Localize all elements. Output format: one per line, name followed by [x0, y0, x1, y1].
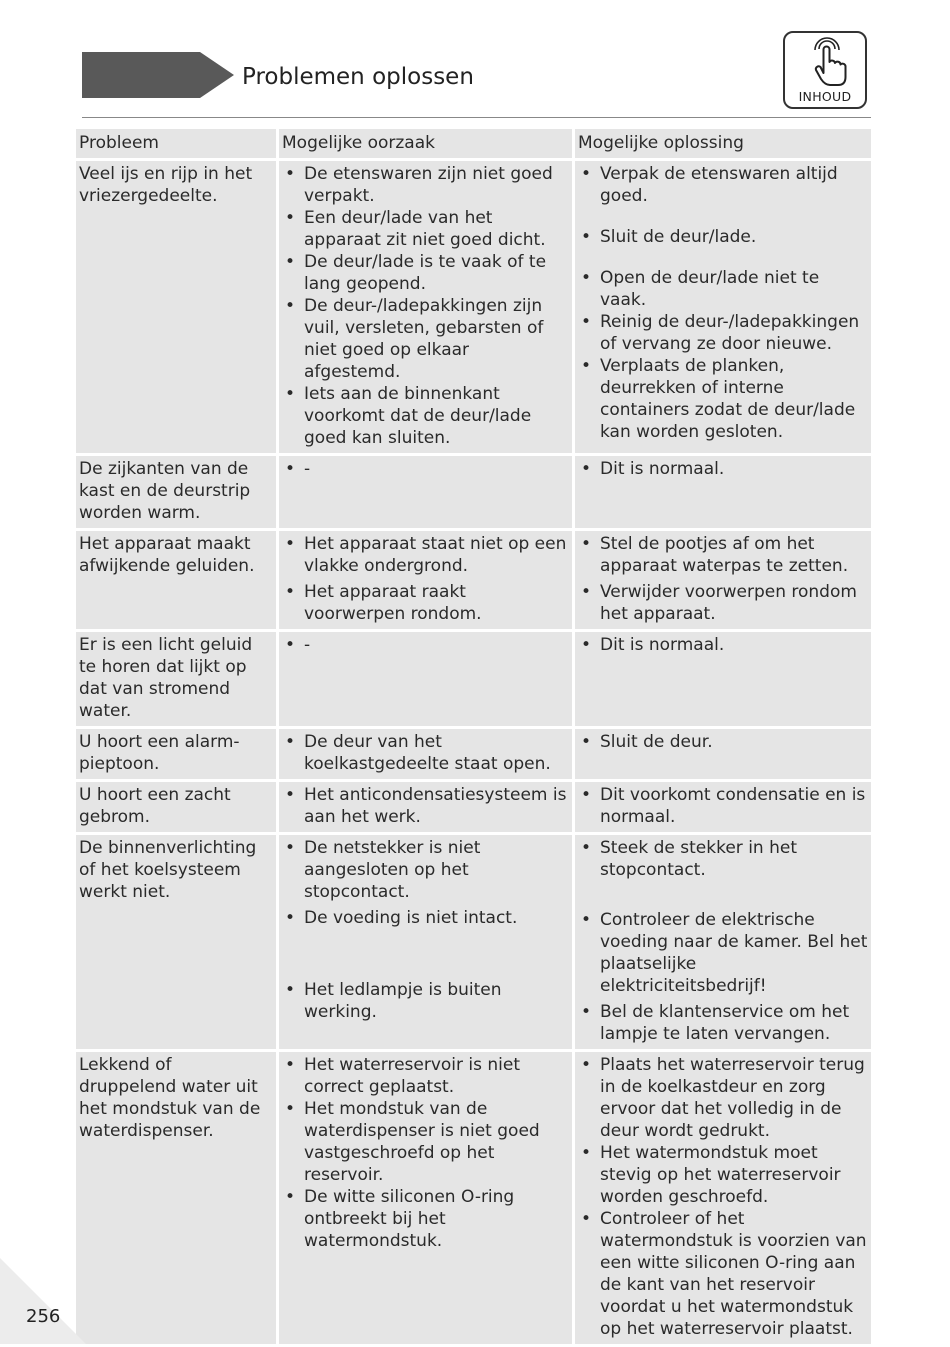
solution-cell — [575, 729, 871, 779]
table-row — [76, 729, 871, 779]
cause-item: • De deur-/ladepakkingen zijn vuil, versleten, gebarsten of niet goed op elkaar afgestemd. — [282, 295, 569, 383]
solution-item: • Open de deur/lade niet te vaak. — [578, 267, 868, 311]
table-header-row — [76, 129, 871, 158]
contents-button[interactable] — [783, 31, 867, 109]
solution-item: • Dit voorkomt condensatie en is normaal. — [578, 784, 868, 828]
solution-item: • Sluit de deur/lade. — [578, 226, 868, 248]
problem-cell: Het apparaat maakt afwijkende geluiden. — [76, 531, 276, 629]
column-header-cause: Mogelijke oorzaak — [279, 129, 572, 158]
cause-item: • De voeding is niet intact. — [282, 907, 569, 929]
touch-hand-icon — [807, 37, 847, 87]
problem-cell: De zijkanten van de kast en de deurstrip worden warm. — [76, 456, 276, 528]
cause-cell — [279, 835, 572, 1049]
cause-item: • Het mondstuk van de waterdispenser is niet goed vastgeschroefd op het reservoir. — [282, 1098, 569, 1186]
cause-cell — [279, 632, 572, 726]
solution-item: • Controleer de elektrische voeding naar de kamer. Bel het plaatselijke elektriciteitsbedrijf! — [578, 909, 868, 997]
troubleshooting-table — [76, 129, 871, 1347]
cause-item: • Het apparaat raakt voorwerpen rondom. — [282, 581, 569, 625]
solution-item: • Verwijder voorwerpen rondom het apparaat. — [578, 581, 868, 625]
contents-button-label: INHOUD — [798, 89, 852, 104]
solution-cell — [575, 835, 871, 1049]
solution-cell — [575, 782, 871, 832]
problem-cell: U hoort een zacht gebrom. — [76, 782, 276, 832]
cause-item: • Iets aan de binnenkant voorkomt dat de deur/lade goed kan sluiten. — [282, 383, 569, 449]
page-number: 256 — [26, 1306, 61, 1327]
cause-item: • De witte siliconen O-ring ontbreekt bij het watermondstuk. — [282, 1186, 569, 1252]
problem-cell: Veel ijs en rijp in het vriezergedeelte. — [76, 161, 276, 453]
cause-item: • Een deur/lade van het apparaat zit niet goed dicht. — [282, 207, 569, 251]
column-header-solution: Mogelijke oplossing — [575, 129, 871, 158]
cause-item: • Het apparaat staat niet op een vlakke ondergrond. — [282, 533, 569, 577]
cause-cell — [279, 782, 572, 832]
solution-item: • Plaats het waterreservoir terug in de koelkastdeur en zorg ervoor dat het volledig in de deur wordt gedrukt. — [578, 1054, 868, 1142]
cause-item: • De netstekker is niet aangesloten op het stopcontact. — [282, 837, 569, 903]
cause-item: • Het ledlampje is buiten werking. — [282, 979, 569, 1023]
cause-item: • De deur/lade is te vaak of te lang geopend. — [282, 251, 569, 295]
solution-item: • Steek de stekker in het stopcontact. — [578, 837, 868, 881]
problem-cell: Lekkend of druppelend water uit het mondstuk van de waterdispenser. — [76, 1052, 276, 1344]
problem-cell: Er is een licht geluid te horen dat lijkt op dat van stromend water. — [76, 632, 276, 726]
solution-item: • Sluit de deur. — [578, 731, 868, 753]
solution-cell — [575, 456, 871, 528]
page-title: Problemen oplossen — [242, 64, 474, 90]
solution-item: • Stel de pootjes af om het apparaat waterpas te zetten. — [578, 533, 868, 577]
cause-item: • De etenswaren zijn niet goed verpakt. — [282, 163, 569, 207]
table-row — [76, 632, 871, 726]
header-arrow-banner — [82, 52, 234, 98]
solution-cell — [575, 632, 871, 726]
table-row — [76, 456, 871, 528]
cause-cell — [279, 1052, 572, 1344]
problem-cell: U hoort een alarm-pieptoon. — [76, 729, 276, 779]
header-divider — [82, 117, 871, 118]
cause-item: • Het waterreservoir is niet correct geplaatst. — [282, 1054, 569, 1098]
cause-cell — [279, 729, 572, 779]
problem-cell: De binnenverlichting of het koelsysteem werkt niet. — [76, 835, 276, 1049]
table-row — [76, 782, 871, 832]
cause-cell — [279, 531, 572, 629]
cause-item: • Het anticondensatiesysteem is aan het werk. — [282, 784, 569, 828]
cause-item: • - — [282, 634, 569, 656]
solution-item: • Het watermondstuk moet stevig op het waterreservoir worden geschroefd. — [578, 1142, 868, 1208]
solution-item: • Bel de klantenservice om het lampje te laten vervangen. — [578, 1001, 868, 1045]
page-corner-tab — [0, 1258, 86, 1344]
table-row — [76, 531, 871, 629]
table-row — [76, 161, 871, 453]
table-row — [76, 835, 871, 1049]
table-row — [76, 1052, 871, 1344]
cause-item: • De deur van het koelkastgedeelte staat open. — [282, 731, 569, 775]
solution-item: • Verplaats de planken, deurrekken of interne containers zodat de deur/lade kan worden gesloten. — [578, 355, 868, 443]
solution-item: • Reinig de deur-/ladepakkingen of vervang ze door nieuwe. — [578, 311, 868, 355]
solution-item: • Dit is normaal. — [578, 634, 868, 656]
column-header-problem: Probleem — [76, 129, 276, 158]
solution-cell — [575, 161, 871, 453]
solution-cell — [575, 1052, 871, 1344]
solution-item: • Verpak de etenswaren altijd goed. — [578, 163, 868, 207]
solution-item: • Dit is normaal. — [578, 458, 868, 480]
cause-cell — [279, 456, 572, 528]
solution-cell — [575, 531, 871, 629]
solution-item: • Controleer of het watermondstuk is voorzien van een witte siliconen O-ring aan de kant van het reservoir voordat u het watermondstuk op het waterreservoir plaatst. — [578, 1208, 868, 1340]
cause-cell — [279, 161, 572, 453]
cause-item: • - — [282, 458, 569, 480]
